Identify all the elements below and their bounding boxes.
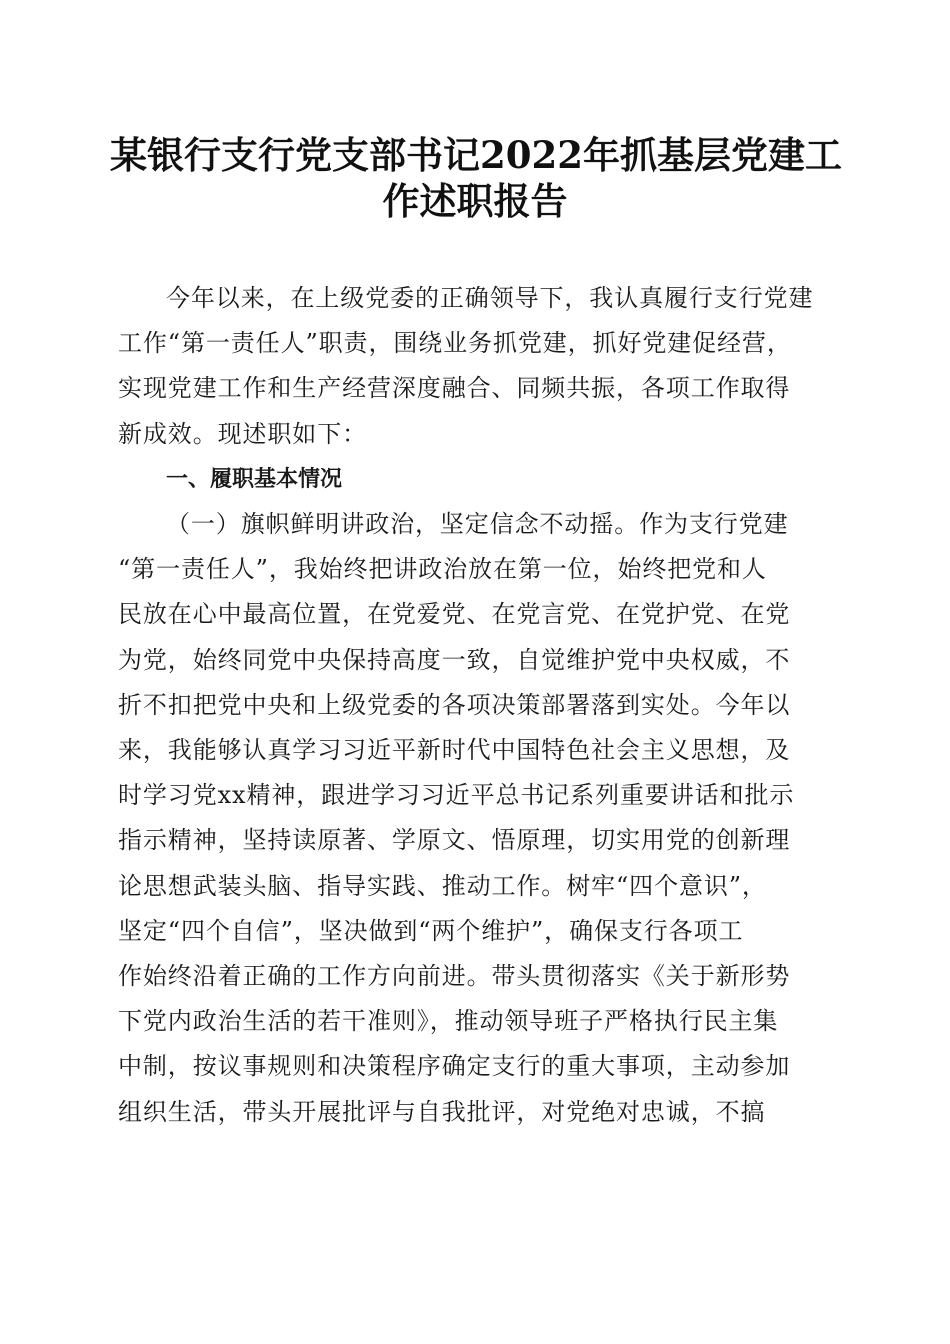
document-title [110, 132, 840, 224]
section-1-1-paragraph [118, 502, 833, 1135]
paragraph-line: “第一责任人”，我始终把讲政治放在第一位，始终把党和人 [118, 555, 767, 584]
paragraph-line: 指示精神，坚持读原著、学原文、悟原理，切实用党的创新理 [118, 826, 791, 855]
intro-paragraph [118, 276, 833, 457]
document-body [118, 276, 833, 1135]
paragraph-line: （一）旗帜鲜明讲政治，坚定信念不动摇。作为支行党建 [166, 510, 789, 539]
paragraph-line: 中制，按议事规则和决策程序确定支行的重大事项，主动参加 [118, 1052, 791, 1081]
paragraph-line: 为党，始终同党中央保持高度一致，自觉维护党中央权威，不 [118, 645, 791, 674]
paragraph-line: 折不扣把党中央和上级党委的各项决策部署落到实处。今年以 [118, 690, 791, 719]
paragraph-line: 实现党建工作和生产经营深度融合、同频共振，各项工作取得 [118, 374, 791, 403]
paragraph-line: 来，我能够认真学习习近平新时代中国特色社会主义思想，及 [118, 736, 791, 765]
title-line-2: 作述职报告 [382, 179, 568, 223]
paragraph-line: 论思想武装头脑、指导实践、推动工作。树牢“四个意识”， [118, 871, 767, 900]
paragraph-line: 今年以来，在上级党委的正确领导下，我认真履行支行党建 [166, 284, 814, 312]
paragraph-line: 时学习党xx精神，跟进学习习近平总书记系列重要讲话和批示 [118, 781, 795, 810]
paragraph-line: 下党内政治生活的若干准则》，推动领导班子严格执行民主集 [118, 1007, 779, 1036]
paragraph-line: 坚定“四个自信”，坚决做到“两个维护”，确保支行各项工 [118, 916, 744, 945]
paragraph-line: 新成效。现述职如下： [118, 419, 367, 448]
paragraph-line: 民放在心中最高位置，在党爱党、在党言党、在党护党、在党 [118, 600, 791, 629]
paragraph-line: 组织生活，带头开展批评与自我批评，对党绝对忠诚，不搞 [118, 1097, 766, 1126]
paragraph-line: 工作“第一责任人”职责，围绕业务抓党建，抓好党建促经营， [118, 329, 792, 358]
paragraph-line: 作始终沿着正确的工作方向前进。带头贯彻落实《关于新形势 [118, 962, 791, 991]
section-heading: 一、履职基本情况 [166, 466, 343, 492]
title-line-1: 某银行支行党支部书记2022年抓基层党建工 [110, 133, 842, 177]
